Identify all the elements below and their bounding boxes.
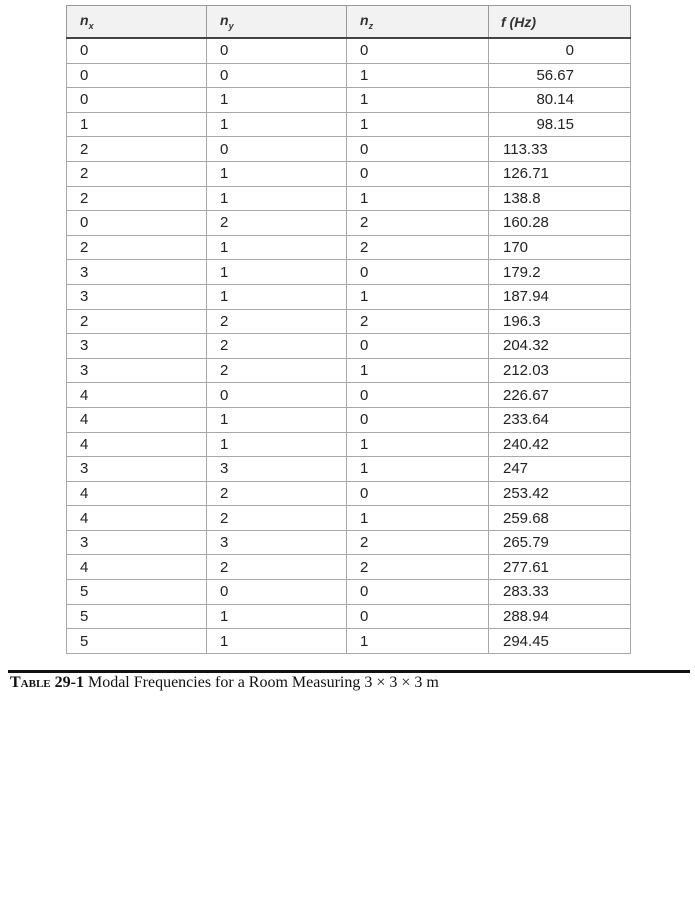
- cell-nx: 5: [67, 580, 207, 605]
- cell-frequency: 259.68: [489, 506, 631, 531]
- cell-nx: 4: [67, 432, 207, 457]
- cell-ny: 0: [207, 383, 347, 408]
- cell-nx: 2: [67, 137, 207, 162]
- cell-ny: 1: [207, 432, 347, 457]
- cell-ny: 2: [207, 481, 347, 506]
- cell-nz: 0: [347, 38, 489, 63]
- cell-ny: 1: [207, 260, 347, 285]
- cell-nz: 1: [347, 88, 489, 113]
- cell-frequency: 80.14: [489, 88, 631, 113]
- cell-nz: 2: [347, 235, 489, 260]
- cell-ny: 1: [207, 629, 347, 654]
- cell-nz: 0: [347, 407, 489, 432]
- cell-nx: 4: [67, 407, 207, 432]
- cell-frequency: 0: [489, 38, 631, 63]
- cell-nz: 2: [347, 530, 489, 555]
- table-row: [67, 112, 631, 137]
- table-row: [67, 309, 631, 334]
- cell-frequency: 283.33: [489, 580, 631, 605]
- cell-nx: 0: [67, 38, 207, 63]
- cell-frequency: 196.3: [489, 309, 631, 334]
- table-row: [67, 629, 631, 654]
- cell-nx: 4: [67, 383, 207, 408]
- cell-nx: 0: [67, 88, 207, 113]
- table-row: [67, 530, 631, 555]
- cell-nx: 3: [67, 457, 207, 482]
- cell-nx: 4: [67, 555, 207, 580]
- header-nx: $n_x$: [67, 6, 207, 39]
- cell-nx: 5: [67, 629, 207, 654]
- header-ny: $n_y$: [207, 6, 347, 39]
- header-row: [67, 6, 631, 39]
- cell-ny: 1: [207, 186, 347, 211]
- table-row: [67, 186, 631, 211]
- cell-nz: 1: [347, 358, 489, 383]
- cell-nx: 2: [67, 186, 207, 211]
- table-row: [67, 284, 631, 309]
- caption-label: Table: [10, 674, 51, 691]
- cell-ny: 1: [207, 604, 347, 629]
- table-row: [67, 555, 631, 580]
- cell-nz: 0: [347, 604, 489, 629]
- table-caption: [10, 674, 439, 692]
- cell-nz: 1: [347, 186, 489, 211]
- cell-frequency: 138.8: [489, 186, 631, 211]
- cell-ny: 2: [207, 211, 347, 236]
- cell-nx: 3: [67, 260, 207, 285]
- cell-nx: 3: [67, 358, 207, 383]
- table-row: [67, 407, 631, 432]
- table-body: [67, 38, 631, 653]
- cell-nz: 1: [347, 629, 489, 654]
- cell-nx: 4: [67, 506, 207, 531]
- cell-ny: 1: [207, 88, 347, 113]
- table-row: [67, 358, 631, 383]
- table-row: [67, 161, 631, 186]
- cell-ny: 3: [207, 457, 347, 482]
- caption-number: 29-1: [54, 674, 84, 691]
- cell-nz: 1: [347, 112, 489, 137]
- cell-ny: 2: [207, 506, 347, 531]
- cell-frequency: 126.71: [489, 161, 631, 186]
- table-row: [67, 481, 631, 506]
- cell-frequency: 226.67: [489, 383, 631, 408]
- cell-nx: 3: [67, 334, 207, 359]
- modal-frequency-table: [66, 5, 631, 654]
- cell-frequency: 212.03: [489, 358, 631, 383]
- cell-nx: 0: [67, 63, 207, 88]
- cell-nx: 2: [67, 309, 207, 334]
- table-header: [67, 6, 631, 39]
- table-row: [67, 235, 631, 260]
- cell-nx: 2: [67, 161, 207, 186]
- cell-ny: 1: [207, 161, 347, 186]
- cell-frequency: 204.32: [489, 334, 631, 359]
- cell-nz: 0: [347, 383, 489, 408]
- cell-frequency: 288.94: [489, 604, 631, 629]
- cell-frequency: 160.28: [489, 211, 631, 236]
- cell-nz: 2: [347, 211, 489, 236]
- table-row: [67, 506, 631, 531]
- cell-ny: 0: [207, 63, 347, 88]
- cell-ny: 0: [207, 137, 347, 162]
- cell-nx: 1: [67, 112, 207, 137]
- cell-nz: 0: [347, 161, 489, 186]
- cell-nz: 0: [347, 137, 489, 162]
- cell-frequency: 187.94: [489, 284, 631, 309]
- header-frequency: f (Hz): [489, 6, 631, 39]
- cell-nx: 3: [67, 284, 207, 309]
- cell-ny: 0: [207, 38, 347, 63]
- table-row: [67, 211, 631, 236]
- cell-nz: 0: [347, 260, 489, 285]
- cell-ny: 2: [207, 555, 347, 580]
- table-row: [67, 383, 631, 408]
- cell-frequency: 265.79: [489, 530, 631, 555]
- cell-ny: 2: [207, 334, 347, 359]
- table-row: [67, 334, 631, 359]
- cell-nz: 1: [347, 457, 489, 482]
- cell-nz: 0: [347, 481, 489, 506]
- cell-frequency: 294.45: [489, 629, 631, 654]
- cell-nx: 0: [67, 211, 207, 236]
- header-nz: $n_z$: [347, 6, 489, 39]
- cell-frequency: 233.64: [489, 407, 631, 432]
- cell-frequency: 253.42: [489, 481, 631, 506]
- cell-ny: 2: [207, 309, 347, 334]
- table-row: [67, 137, 631, 162]
- table-row: [67, 604, 631, 629]
- cell-nz: 1: [347, 284, 489, 309]
- cell-nx: 5: [67, 604, 207, 629]
- cell-frequency: 179.2: [489, 260, 631, 285]
- cell-frequency: 247: [489, 457, 631, 482]
- cell-frequency: 277.61: [489, 555, 631, 580]
- caption-text: Modal Frequencies for a Room Measuring 3 × 3 × 3 m: [87, 674, 439, 691]
- table-row: [67, 580, 631, 605]
- cell-nx: 2: [67, 235, 207, 260]
- cell-ny: 1: [207, 284, 347, 309]
- cell-nz: 0: [347, 580, 489, 605]
- cell-frequency: 170: [489, 235, 631, 260]
- cell-frequency: 56.67: [489, 63, 631, 88]
- caption-rule: [8, 670, 690, 673]
- cell-nz: 1: [347, 63, 489, 88]
- cell-nx: 4: [67, 481, 207, 506]
- table-row: [67, 432, 631, 457]
- table-row: [67, 63, 631, 88]
- cell-nz: 2: [347, 309, 489, 334]
- cell-nz: 2: [347, 555, 489, 580]
- cell-ny: 1: [207, 235, 347, 260]
- cell-frequency: 98.15: [489, 112, 631, 137]
- cell-ny: 1: [207, 112, 347, 137]
- cell-ny: 2: [207, 358, 347, 383]
- cell-frequency: 113.33: [489, 137, 631, 162]
- cell-nz: 0: [347, 334, 489, 359]
- cell-frequency: 240.42: [489, 432, 631, 457]
- table-row: [67, 457, 631, 482]
- cell-nx: 3: [67, 530, 207, 555]
- table-row: [67, 260, 631, 285]
- table-row: [67, 38, 631, 63]
- cell-ny: 3: [207, 530, 347, 555]
- cell-ny: 1: [207, 407, 347, 432]
- cell-nz: 1: [347, 432, 489, 457]
- cell-ny: 0: [207, 580, 347, 605]
- table-row: [67, 88, 631, 113]
- cell-nz: 1: [347, 506, 489, 531]
